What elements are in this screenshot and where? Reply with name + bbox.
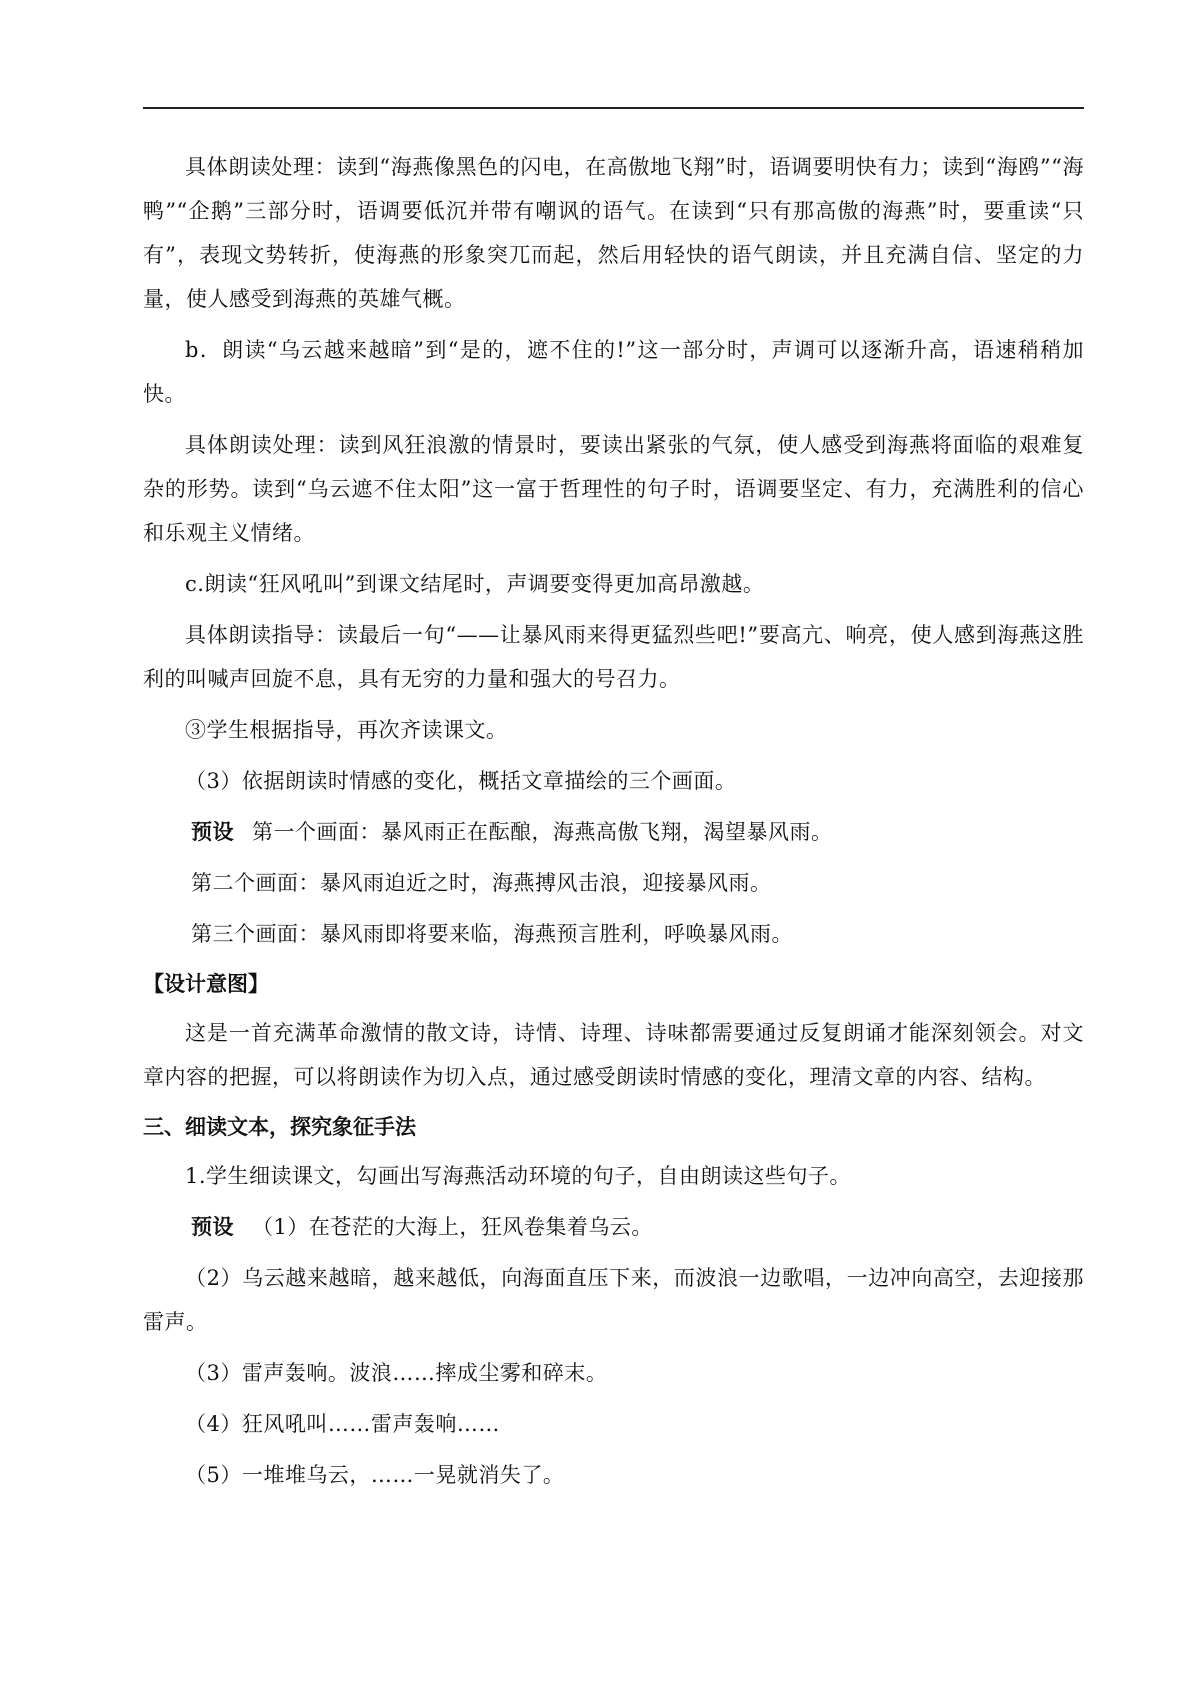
- paragraph-reading-2: 具体朗读处理：读到风狂浪激的情景时，要读出紧张的气氛，使人感受到海燕将面临的艰难复杂的形势。读到“乌云遮不住太阳”这一富于哲理性的句子时，语调要坚定、有力，充满胜利的信心和乐观主义情绪。: [143, 433, 1084, 545]
- paragraph-part-b: b．朗读“乌云越来越暗”到“是的，遮不住的!”这一部分时，声调可以逐渐升高，语速稍稍加快。: [143, 338, 1084, 406]
- header-rule: [143, 107, 1084, 109]
- design-intent-heading: 【设计意图】: [143, 972, 269, 996]
- preset-scene-3: 第三个画面：暴风雨即将要来临，海燕预言胜利，呼唤暴风雨。: [191, 922, 793, 946]
- sentence-2: （2）乌云越来越暗，越来越低，向海面直压下来，而波浪一边歌唱，一边冲向高空，去迎接那雷声。: [143, 1266, 1084, 1334]
- preset-text-2: （1）在苍茫的大海上，狂风卷集着乌云。: [252, 1215, 653, 1239]
- paragraph-design-intent: 这是一首充满革命激情的散文诗，诗情、诗理、诗味都需要通过反复朗诵才能深刻领会。对文章内容的把握，可以将朗读作为切入点，通过感受朗读时情感的变化，理清文章的内容、结构。: [143, 1021, 1084, 1089]
- paragraph-reading-1: 具体朗读处理：读到“海燕像黑色的闪电，在高傲地飞翔”时，语调要明快有力；读到“海鸥”“海鸭”“企鹅”三部分时，语调要低沉并带有嘲讽的语气。在读到“只有那高傲的海燕”时，要重读“只有”，表现文势转折，使海燕的形象突兀而起，然后用轻快的语气朗读，并且充满自信、坚定的力量，使人感受到海燕的英雄气概。: [143, 155, 1084, 311]
- preset-text: 第一个画面：暴风雨正在酝酿，海燕高傲飞翔，渴望暴风雨。: [252, 820, 833, 844]
- preset-scene-2: 第二个画面：暴风雨迫近之时，海燕搏风击浪，迎接暴风雨。: [191, 871, 772, 895]
- preset-scene-1: [143, 810, 1084, 854]
- section-3-heading: 三、细读文本，探究象征手法: [143, 1115, 416, 1139]
- preset-label-2: 预设: [191, 1215, 234, 1239]
- sentence-3: （3）雷声轰响。波浪……摔成尘雾和碎末。: [185, 1361, 608, 1385]
- sentence-5: （5）一堆堆乌云，……一晃就消失了。: [185, 1463, 565, 1487]
- paragraph-part-c: c.朗读“狂风吼叫”到课文结尾时，声调要变得更加高昂激越。: [185, 572, 765, 596]
- preset-label: 预设: [191, 820, 234, 844]
- paragraph-step-3: （3）依据朗读时情感的变化，概括文章描绘的三个画面。: [185, 769, 737, 793]
- sentence-4: （4）狂风吼叫……雷声轰响……: [185, 1412, 500, 1436]
- preset-sentence-1: [143, 1205, 1084, 1249]
- paragraph-reread: ③学生根据指导，再次齐读课文。: [185, 718, 508, 742]
- document-body: [143, 145, 1084, 1504]
- paragraph-reading-3: 具体朗读指导：读最后一句“——让暴风雨来得更猛烈些吧!”要高亢、响亮，使人感到海燕这胜利的叫喊声回旋不息，具有无穷的力量和强大的号召力。: [143, 623, 1084, 691]
- paragraph-step-1: 1.学生细读课文，勾画出写海燕活动环境的句子，自由朗读这些句子。: [185, 1164, 852, 1188]
